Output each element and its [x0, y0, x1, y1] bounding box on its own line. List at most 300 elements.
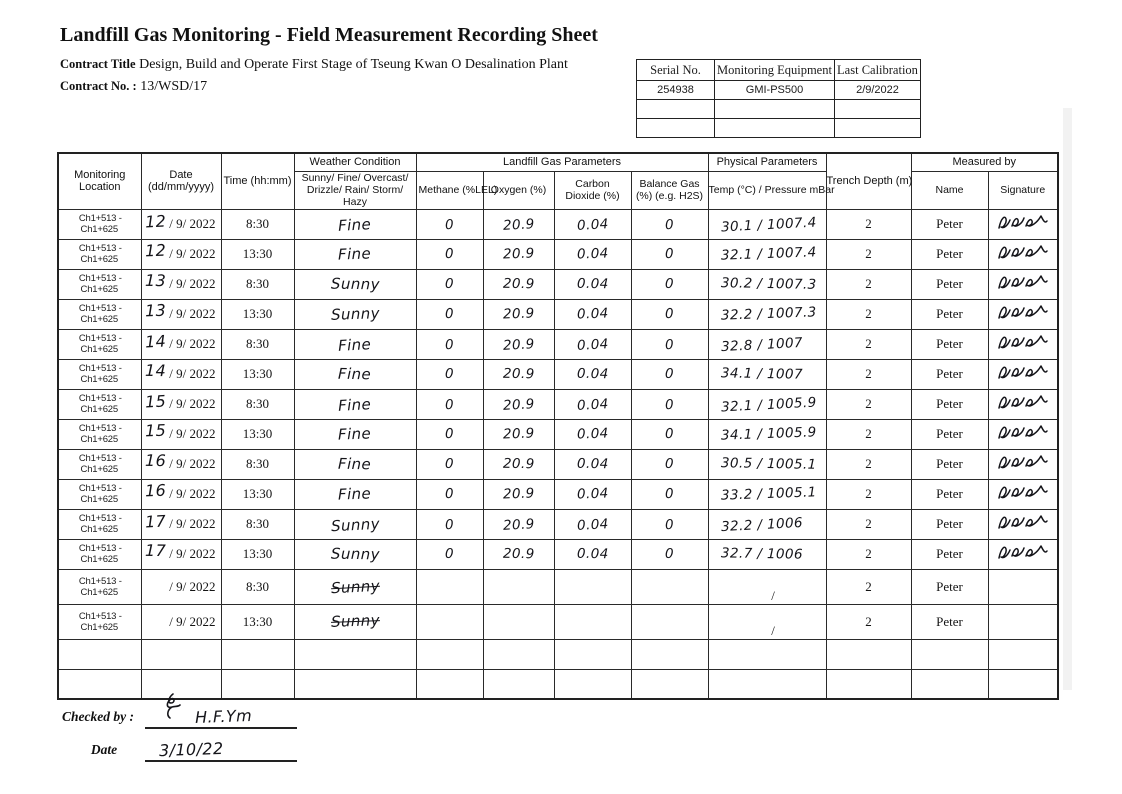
cell-methane — [416, 569, 483, 604]
cell-location — [58, 639, 141, 669]
signature-scribble — [996, 310, 1050, 327]
cell-signature — [988, 419, 1058, 449]
handwritten-weather: Fine — [338, 394, 373, 415]
monitoring-row — [58, 539, 1058, 569]
cell-trench-depth-text: 2 — [865, 366, 872, 381]
cell-methane-text: 0 — [444, 396, 455, 414]
cell-date — [141, 209, 221, 239]
handwritten-weather: Fine — [338, 423, 372, 444]
cell-name-text: Peter — [936, 578, 963, 594]
cell-name-text: Peter — [936, 396, 963, 411]
handwritten-temp-pressure: 32.2 / 1007.3 — [720, 304, 817, 324]
cell-temp-pressure — [708, 389, 826, 419]
cell-weather — [294, 669, 416, 699]
cell-methane-text: 0 — [444, 485, 455, 503]
cell-oxygen — [483, 539, 554, 569]
cell-temp-pressure — [708, 479, 826, 509]
handwritten-temp-pressure: 30.2 / 1007.3 — [720, 275, 817, 293]
cell-name — [911, 239, 988, 269]
signature-scribble — [996, 460, 1050, 477]
equipment-header-serial: Serial No. — [637, 60, 715, 81]
cell-trench-depth — [826, 669, 911, 699]
cell-location-text: Ch1+513 - Ch1+625 — [78, 575, 122, 598]
printed-slash: / — [771, 622, 775, 638]
cell-carbon-dioxide-text: 0.04 — [576, 365, 609, 383]
cell-temp-pressure — [708, 419, 826, 449]
cell-trench-depth — [826, 269, 911, 299]
equipment-cell: 254938 — [637, 81, 715, 100]
cell-trench-depth-text: 2 — [865, 216, 872, 231]
equipment-cell — [637, 119, 715, 138]
equipment-cell — [637, 100, 715, 119]
signature-scribble — [996, 220, 1050, 237]
cell-trench-depth-text: 2 — [865, 426, 872, 441]
handwritten-weather: Fine — [338, 214, 373, 235]
cell-time — [221, 479, 294, 509]
cell-methane-text: 0 — [444, 245, 455, 263]
cell-location-text: Ch1+513 - Ch1+625 — [78, 333, 122, 355]
equipment-table-body — [637, 81, 921, 138]
handwritten-weather: Sunny — [330, 514, 380, 535]
cell-signature — [988, 299, 1058, 329]
cell-oxygen — [483, 479, 554, 509]
cell-time-text: 8:30 — [245, 516, 270, 531]
header-temp-pressure: Temp (°C) / Pressure mBar — [708, 171, 826, 209]
cell-time — [221, 269, 294, 299]
handwritten-weather: Fine — [338, 454, 372, 473]
cell-location-text: Ch1+513 - Ch1+625 — [78, 453, 122, 475]
cell-temp-pressure — [708, 639, 826, 669]
handwritten-weather: Sunny — [330, 303, 380, 324]
cell-name — [911, 539, 988, 569]
printed-date: / 9/ 2022 — [169, 366, 216, 381]
cell-oxygen — [483, 269, 554, 299]
cell-carbon-dioxide-text: 0.04 — [576, 216, 609, 234]
header-weather-group: Weather Condition — [294, 153, 416, 171]
header-oxygen: Oxygen (%) — [483, 171, 554, 209]
cell-methane — [416, 509, 483, 539]
cell-trench-depth — [826, 299, 911, 329]
handwritten-day: 15 — [144, 420, 166, 440]
cell-carbon-dioxide-text: 0.04 — [576, 425, 609, 443]
cell-signature — [988, 359, 1058, 389]
printed-date: / 9/ 2022 — [169, 578, 216, 594]
cell-time-text: 13:30 — [242, 613, 273, 629]
cell-date — [141, 419, 221, 449]
equipment-row — [637, 119, 921, 138]
cell-signature — [988, 389, 1058, 419]
cell-location — [58, 389, 141, 419]
cell-oxygen-text: 20.9 — [502, 216, 535, 234]
cell-location — [58, 569, 141, 604]
cell-name — [911, 479, 988, 509]
cell-balance-gas — [631, 299, 708, 329]
cell-name — [911, 604, 988, 639]
cell-time — [221, 239, 294, 269]
cell-trench-depth — [826, 239, 911, 269]
cell-weather — [294, 449, 416, 479]
monitoring-row — [58, 604, 1058, 639]
cell-oxygen — [483, 209, 554, 239]
cell-location — [58, 329, 141, 359]
cell-weather — [294, 639, 416, 669]
cell-carbon-dioxide — [554, 639, 631, 669]
handwritten-temp-pressure: 30.5 / 1005.1 — [720, 455, 817, 473]
page-title: Landfill Gas Monitoring - Field Measurement Recording Sheet — [60, 24, 598, 46]
cell-methane — [416, 639, 483, 669]
cell-location — [58, 419, 141, 449]
cell-date — [141, 449, 221, 479]
signature-scribble — [996, 370, 1050, 387]
cell-signature — [988, 509, 1058, 539]
handwritten-day: 16 — [144, 480, 166, 500]
cell-trench-depth-text: 2 — [865, 613, 872, 629]
cell-time-text: 13:30 — [242, 486, 273, 501]
contract-title-line — [60, 57, 568, 73]
cell-carbon-dioxide — [554, 449, 631, 479]
header-physical-group: Physical Parameters — [708, 153, 826, 171]
monitoring-row — [58, 269, 1058, 299]
printed-date: / 9/ 2022 — [169, 276, 216, 291]
cell-weather — [294, 479, 416, 509]
cell-balance-gas — [631, 359, 708, 389]
monitoring-row — [58, 209, 1058, 239]
handwritten-temp-pressure: 34.1 / 1005.9 — [720, 424, 817, 444]
cell-weather — [294, 569, 416, 604]
printed-date: / 9/ 2022 — [169, 456, 216, 471]
handwritten-temp-pressure: 33.2 / 1005.1 — [720, 484, 817, 504]
monitoring-row — [58, 479, 1058, 509]
cell-name — [911, 669, 988, 699]
cell-trench-depth — [826, 329, 911, 359]
contract-no-line — [60, 79, 207, 95]
cell-balance-gas-text: 0 — [664, 425, 675, 443]
cell-balance-gas — [631, 269, 708, 299]
cell-name-text: Peter — [936, 366, 963, 381]
monitoring-row — [58, 389, 1058, 419]
handwritten-weather: Fine — [338, 243, 372, 264]
cell-oxygen-text: 20.9 — [502, 455, 535, 473]
cell-carbon-dioxide — [554, 419, 631, 449]
cell-methane — [416, 359, 483, 389]
signature-scribble — [996, 520, 1050, 537]
cell-methane — [416, 419, 483, 449]
cell-location — [58, 604, 141, 639]
monitoring-table — [57, 152, 1059, 700]
signature-scribble — [996, 550, 1050, 567]
monitoring-row — [58, 449, 1058, 479]
cell-oxygen-text: 20.9 — [502, 245, 535, 263]
cell-methane — [416, 539, 483, 569]
cell-oxygen-text: 20.9 — [502, 425, 535, 443]
cell-trench-depth — [826, 509, 911, 539]
cell-methane — [416, 239, 483, 269]
cell-balance-gas — [631, 509, 708, 539]
cell-time-text: 8:30 — [245, 396, 270, 411]
cell-trench-depth — [826, 639, 911, 669]
cell-carbon-dioxide-text: 0.04 — [576, 336, 609, 354]
cell-oxygen — [483, 509, 554, 539]
cell-name — [911, 329, 988, 359]
checked-by-signature-line — [145, 699, 297, 729]
cell-carbon-dioxide — [554, 209, 631, 239]
cell-methane — [416, 449, 483, 479]
cell-signature — [988, 329, 1058, 359]
cell-name — [911, 449, 988, 479]
cell-location — [58, 509, 141, 539]
cell-trench-depth — [826, 389, 911, 419]
equipment-cell: 2/9/2022 — [835, 81, 921, 100]
cell-name-text: Peter — [936, 486, 963, 501]
cell-temp-pressure — [708, 209, 826, 239]
equipment-cell — [715, 119, 835, 138]
cell-location-text: Ch1+513 - Ch1+625 — [78, 303, 122, 325]
handwritten-weather: Fine — [338, 334, 373, 355]
cell-balance-gas — [631, 449, 708, 479]
cell-balance-gas — [631, 604, 708, 639]
monitoring-row — [58, 329, 1058, 359]
cell-location-text: Ch1+513 - Ch1+625 — [78, 363, 122, 385]
checked-by-row — [62, 699, 297, 729]
handwritten-day: 15 — [144, 390, 167, 412]
handwritten-temp-pressure: 34.1 / 1007 — [720, 365, 803, 383]
cell-oxygen — [483, 359, 554, 389]
handwritten-day: 14 — [144, 330, 167, 352]
equipment-header-row — [637, 60, 921, 81]
cell-time — [221, 329, 294, 359]
cell-carbon-dioxide — [554, 269, 631, 299]
cell-trench-depth — [826, 569, 911, 604]
cell-location — [58, 539, 141, 569]
cell-location-text — [99, 649, 101, 660]
checked-date-label: Date — [90, 742, 118, 757]
cell-methane — [416, 299, 483, 329]
cell-trench-depth-text: 2 — [865, 306, 872, 321]
cell-location-text: Ch1+513 - Ch1+625 — [78, 543, 122, 565]
cell-date — [141, 604, 221, 639]
cell-balance-gas — [631, 209, 708, 239]
cell-time — [221, 359, 294, 389]
cell-trench-depth-text: 2 — [865, 578, 872, 594]
cell-oxygen-text: 20.9 — [502, 485, 535, 503]
cell-location — [58, 269, 141, 299]
cell-signature — [988, 449, 1058, 479]
scan-artifact-edge — [1063, 108, 1072, 690]
cell-location-text: Ch1+513 - Ch1+625 — [78, 423, 122, 445]
cell-signature — [988, 639, 1058, 669]
cell-oxygen-text: 20.9 — [502, 305, 535, 323]
cell-trench-depth-text: 2 — [865, 336, 872, 351]
equipment-cell — [835, 100, 921, 119]
cell-oxygen — [483, 389, 554, 419]
monitoring-table-body — [58, 209, 1058, 699]
signature-scribble — [996, 430, 1050, 447]
cell-time — [221, 209, 294, 239]
cell-location-text — [99, 678, 101, 689]
cell-methane-text: 0 — [444, 365, 455, 383]
cell-balance-gas — [631, 669, 708, 699]
handwritten-temp-pressure: 32.1 / 1007.4 — [720, 244, 817, 264]
handwritten-day: 12 — [144, 210, 167, 232]
equipment-row — [637, 81, 921, 100]
cell-signature — [988, 209, 1058, 239]
cell-name — [911, 569, 988, 604]
cell-balance-gas-text: 0 — [664, 275, 675, 293]
header-methane: Methane (%LEL) — [416, 171, 483, 209]
cell-trench-depth-text: 2 — [865, 516, 872, 531]
cell-date — [141, 239, 221, 269]
cell-temp-pressure — [708, 604, 826, 639]
cell-methane-text: 0 — [444, 455, 455, 473]
cell-location — [58, 669, 141, 699]
cell-signature — [988, 239, 1058, 269]
cell-carbon-dioxide-text: 0.04 — [576, 305, 609, 323]
cell-carbon-dioxide-text: 0.04 — [576, 245, 609, 263]
cell-location — [58, 299, 141, 329]
cell-location — [58, 209, 141, 239]
signature-scribble — [996, 400, 1050, 417]
printed-date: / 9/ 2022 — [169, 216, 216, 231]
handwritten-weather: Fine — [338, 364, 372, 383]
cell-carbon-dioxide — [554, 329, 631, 359]
cell-time-text: 13:30 — [242, 426, 273, 441]
cell-trench-depth — [826, 359, 911, 389]
handwritten-day: 17 — [144, 540, 166, 560]
cell-name-text: Peter — [936, 456, 963, 471]
handwritten-weather: Sunny — [330, 576, 380, 598]
cell-location — [58, 479, 141, 509]
cell-name — [911, 209, 988, 239]
equipment-header-calibration: Last Calibration — [835, 60, 921, 81]
handwritten-weather: Fine — [338, 483, 372, 504]
cell-carbon-dioxide — [554, 509, 631, 539]
cell-signature — [988, 269, 1058, 299]
cell-oxygen — [483, 419, 554, 449]
handwritten-temp-pressure: 30.1 / 1007.4 — [720, 214, 817, 236]
cell-date — [141, 269, 221, 299]
cell-balance-gas-text: 0 — [664, 516, 675, 534]
cell-name — [911, 269, 988, 299]
cell-name-text: Peter — [936, 276, 963, 291]
cell-signature — [988, 569, 1058, 604]
cell-carbon-dioxide — [554, 539, 631, 569]
cell-balance-gas — [631, 239, 708, 269]
printed-date: / 9/ 2022 — [169, 306, 216, 321]
cell-balance-gas-text: 0 — [664, 336, 675, 354]
cell-trench-depth — [826, 479, 911, 509]
equipment-cell — [715, 100, 835, 119]
cell-trench-depth-text: 2 — [865, 486, 872, 501]
monitoring-row — [58, 359, 1058, 389]
printed-date: / 9/ 2022 — [169, 396, 216, 411]
cell-oxygen-text: 20.9 — [502, 275, 535, 293]
handwritten-temp-pressure: 32.7 / 1006 — [720, 545, 803, 563]
cell-trench-depth-text: 2 — [865, 276, 872, 291]
signature-scribble — [996, 490, 1050, 507]
cell-methane — [416, 329, 483, 359]
cell-name-text: Peter — [936, 336, 963, 351]
cell-trench-depth — [826, 604, 911, 639]
signature-scribble — [996, 340, 1050, 357]
cell-trench-depth-text: 2 — [865, 396, 872, 411]
cell-signature — [988, 539, 1058, 569]
cell-date — [141, 329, 221, 359]
cell-methane — [416, 604, 483, 639]
cell-balance-gas-text: 0 — [664, 396, 675, 414]
cell-carbon-dioxide — [554, 239, 631, 269]
cell-trench-depth — [826, 449, 911, 479]
cell-time — [221, 604, 294, 639]
printed-date: / 9/ 2022 — [169, 613, 216, 629]
cell-carbon-dioxide-text: 0.04 — [576, 545, 609, 563]
cell-name-text: Peter — [936, 246, 963, 261]
cell-oxygen-text: 20.9 — [502, 365, 535, 383]
cell-temp-pressure — [708, 299, 826, 329]
cell-weather — [294, 509, 416, 539]
equipment-cell: GMI-PS500 — [715, 81, 835, 100]
cell-oxygen-text: 20.9 — [502, 396, 535, 414]
cell-carbon-dioxide — [554, 359, 631, 389]
header-balance-gas: Balance Gas (%) (e.g. H2S) — [631, 171, 708, 209]
cell-balance-gas — [631, 329, 708, 359]
cell-methane — [416, 389, 483, 419]
cell-carbon-dioxide-text: 0.04 — [576, 275, 609, 293]
checked-by-label: Checked by : — [62, 709, 134, 724]
handwritten-day: 12 — [144, 240, 166, 260]
cell-signature — [988, 604, 1058, 639]
cell-name-text: Peter — [936, 216, 963, 231]
handwritten-day: 13 — [144, 270, 166, 290]
cell-name-text: Peter — [936, 516, 963, 531]
header-time: Time (hh:mm) — [221, 153, 294, 209]
cell-date — [141, 299, 221, 329]
cell-oxygen-text: 20.9 — [502, 336, 535, 354]
header-measured-group: Measured by — [911, 153, 1058, 171]
cell-name — [911, 639, 988, 669]
cell-methane-text: 0 — [444, 305, 455, 323]
signature-scribble — [996, 250, 1050, 267]
monitoring-row — [58, 419, 1058, 449]
cell-time — [221, 669, 294, 699]
cell-location — [58, 359, 141, 389]
checked-by-scribble-icon — [159, 691, 185, 726]
equipment-header-equipment: Monitoring Equipment — [715, 60, 835, 81]
monitoring-row — [58, 239, 1058, 269]
cell-time — [221, 449, 294, 479]
cell-name — [911, 509, 988, 539]
cell-temp-pressure — [708, 539, 826, 569]
cell-balance-gas-text: 0 — [664, 455, 675, 473]
cell-oxygen — [483, 299, 554, 329]
cell-location — [58, 449, 141, 479]
header-signature: Signature — [988, 171, 1058, 209]
cell-temp-pressure — [708, 269, 826, 299]
cell-time-text: 13:30 — [242, 366, 273, 381]
cell-weather — [294, 269, 416, 299]
cell-trench-depth — [826, 539, 911, 569]
cell-time-text: 13:30 — [242, 546, 273, 561]
cell-time-text: 8:30 — [245, 578, 270, 594]
cell-methane-text: 0 — [444, 425, 455, 443]
cell-oxygen — [483, 604, 554, 639]
cell-methane-text: 0 — [444, 216, 455, 234]
cell-weather — [294, 239, 416, 269]
cell-name-text: Peter — [936, 613, 963, 629]
checked-date-line — [145, 732, 297, 762]
header-date: Date (dd/mm/yyyy) — [141, 153, 221, 209]
cell-balance-gas — [631, 389, 708, 419]
cell-time — [221, 299, 294, 329]
